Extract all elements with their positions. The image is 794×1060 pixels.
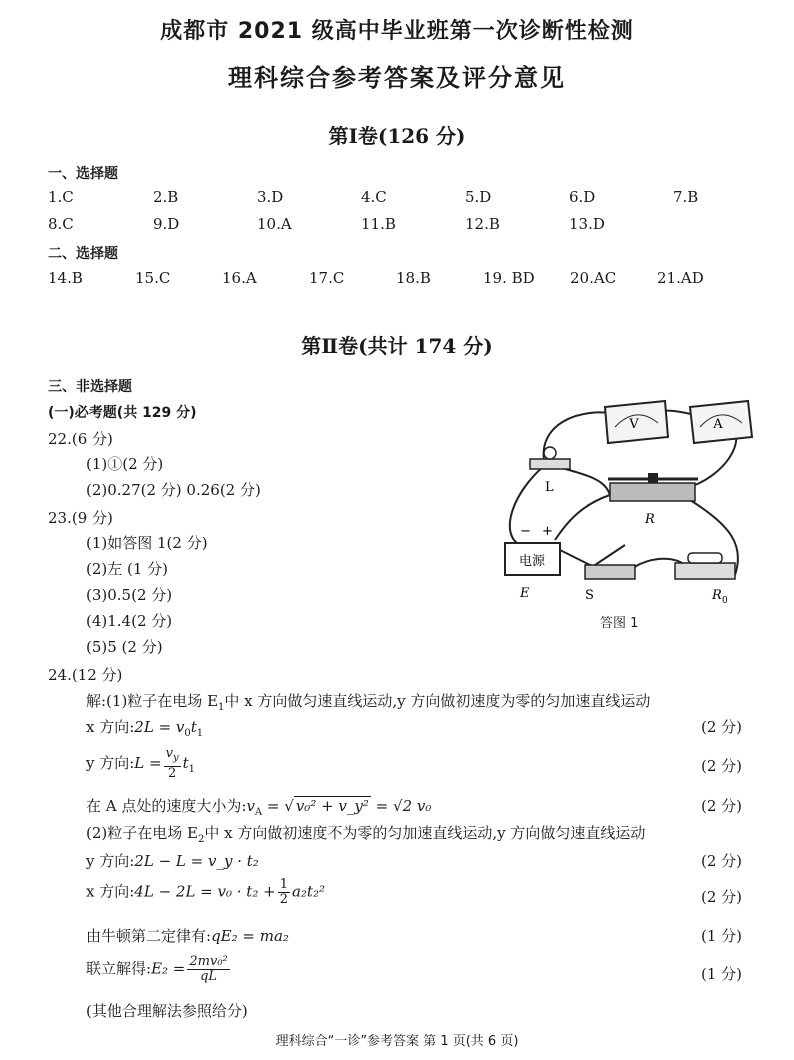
- answer-item: 11.B: [361, 215, 396, 233]
- answer-item: 9.D: [153, 215, 180, 233]
- svg-text:−: −: [520, 524, 531, 539]
- section1-title: 一、选择题: [48, 166, 118, 182]
- q23-item: (4)1.4(2 分): [86, 612, 173, 630]
- svg-text:A: A: [713, 417, 723, 432]
- lamp: [530, 447, 570, 495]
- answer-item: 4.C: [361, 188, 387, 206]
- section3-title: 三、非选择题: [48, 379, 132, 395]
- svg-text:V: V: [629, 417, 639, 432]
- figure-caption: 答图 1: [600, 616, 639, 631]
- svg-text:R: R: [712, 588, 722, 603]
- q24-newton: 由牛顿第二定律有:qE₂ = ma₂: [86, 927, 289, 945]
- answer-item: 16.A: [222, 269, 257, 287]
- svg-text:R: R: [645, 512, 655, 527]
- q22-label: 22.(6 分): [48, 430, 113, 448]
- q22-item: (1)①(2 分): [86, 455, 164, 473]
- score: (2 分): [700, 757, 742, 775]
- doc-subtitle: 理科综合参考答案及评分意见: [228, 64, 566, 92]
- q22-item: (2)0.27(2 分) 0.26(2 分): [86, 481, 261, 499]
- answer-item: 8.C: [48, 215, 74, 233]
- answer-item: 12.B: [465, 215, 500, 233]
- score: (1 分): [700, 965, 742, 983]
- answer-item: 14.B: [48, 269, 83, 287]
- answer-item: 19. BD: [483, 269, 535, 287]
- q24-speed-eq: 在 A 点处的速度大小为$:v_A$ = √ v₀² + v_y² = √2 v₀: [86, 797, 432, 818]
- answer-item: 5.D: [465, 188, 492, 206]
- score: (2 分): [700, 852, 742, 870]
- answer-item: 1.C: [48, 188, 74, 206]
- power-source: [505, 524, 560, 601]
- q23-item: (1)如答图 1(2 分): [86, 534, 208, 552]
- svg-text:+: +: [542, 524, 553, 539]
- ammeter: [690, 401, 752, 443]
- q23-item: (3)0.5(2 分): [86, 586, 173, 604]
- answer-item: 7.B: [673, 188, 699, 206]
- q23-item: (2)左 (1 分): [86, 560, 169, 578]
- answer-item: 18.B: [396, 269, 431, 287]
- q24-label: 24.(12 分): [48, 666, 123, 684]
- answer-item: 13.D: [569, 215, 605, 233]
- q24-note: (其他合理解法参照给分): [86, 1002, 248, 1020]
- answer-item: 3.D: [257, 188, 284, 206]
- rheostat: [608, 473, 698, 527]
- switch: [585, 545, 635, 603]
- svg-text:L: L: [545, 480, 554, 495]
- answer-item: 10.A: [257, 215, 292, 233]
- circuit-diagram: [490, 385, 760, 635]
- svg-text:0: 0: [722, 596, 728, 606]
- volume2-heading: 第Ⅱ卷(共计 174 分): [301, 334, 493, 358]
- answer-item: 15.C: [135, 269, 171, 287]
- svg-text:电源: 电源: [518, 554, 546, 569]
- q23-item: (5)5 (2 分): [86, 638, 163, 656]
- page-footer: 理科综合“一诊”参考答案 第 1 页(共 6 页): [275, 1034, 519, 1049]
- answer-item: 6.D: [569, 188, 596, 206]
- section2-title: 二、选择题: [48, 246, 118, 262]
- q24-part2: (2)粒子在电场 $E_2$中 x 方向做初速度不为零的匀加速直线运动,y 方向做匀速直线运动: [86, 824, 646, 845]
- answer-item: 21.AD: [657, 269, 704, 287]
- q23-label: 23.(9 分): [48, 509, 113, 527]
- score: (2 分): [700, 888, 742, 906]
- doc-title: 成都市 2021 级高中毕业班第一次诊断性检测: [160, 19, 634, 44]
- score: (2 分): [700, 797, 742, 815]
- score: (2 分): [700, 718, 742, 736]
- wire: [555, 495, 610, 540]
- score: (1 分): [700, 927, 742, 945]
- resistor-r0: [675, 553, 735, 606]
- svg-text:E: E: [520, 586, 530, 601]
- q24-intro: 解:(1)粒子在电场 $E_1$中 x 方向做匀速直线运动,y 方向做初速度为零的匀加速直线运动: [86, 692, 651, 713]
- required-title: (一)必考题(共 129 分): [48, 405, 197, 421]
- volume1-heading: 第Ⅰ卷(126 分): [328, 124, 466, 148]
- answer-item: 17.C: [309, 269, 345, 287]
- q24-x-eq2: x 方向:4L − 2L = v₀ · t₂ + $\frac{1}{2}$ a₂t₂²: [86, 877, 325, 907]
- svg-text:S: S: [585, 588, 594, 603]
- q24-x-eq: x 方向:2L = $v_0t_1$: [86, 718, 204, 739]
- q24-y-eq2: y 方向:2L − L = v_y · t₂: [86, 852, 259, 870]
- voltmeter: [605, 401, 668, 443]
- q24-result: 联立解得:E₂ = $\frac{\text{2mv₀²}}{qL}$: [86, 954, 228, 984]
- answer-item: 2.B: [153, 188, 179, 206]
- q24-y-eq: y 方向:L = $\frac{v_y}{2}$ $t_1$: [86, 746, 196, 781]
- answer-item: 20.AC: [570, 269, 617, 287]
